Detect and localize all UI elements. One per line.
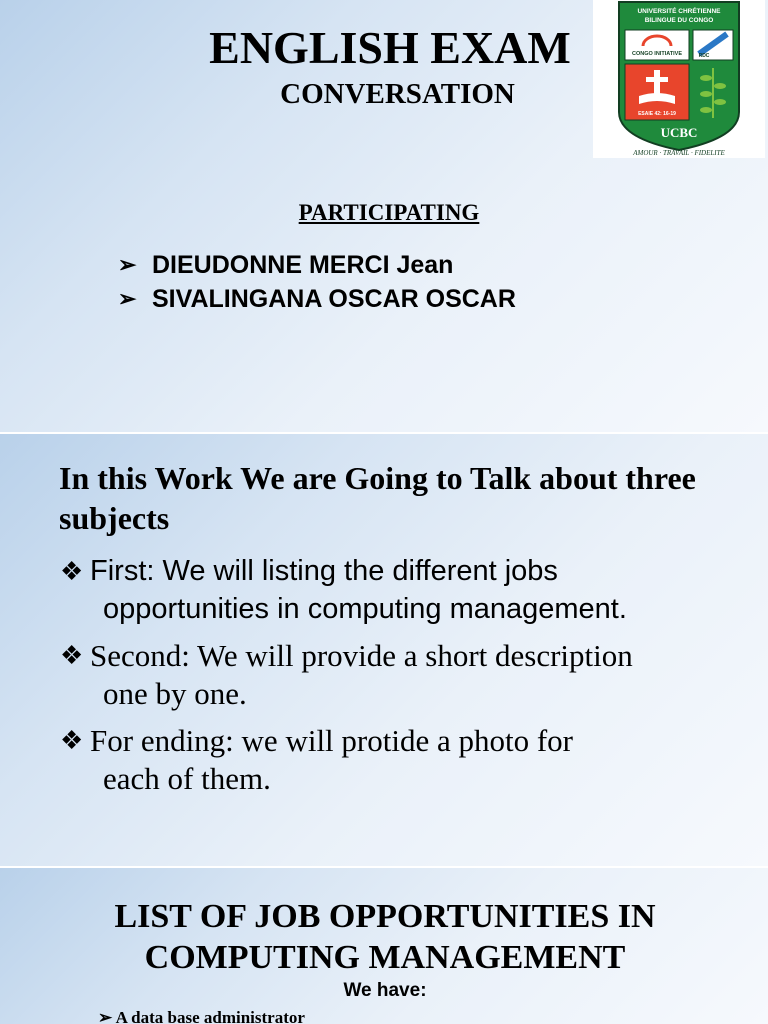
logo-panel-right: RDC (698, 53, 710, 59)
arrow-bullet-icon: ➢ (98, 1008, 113, 1024)
exam-subtitle: CONVERSATION (280, 78, 515, 110)
subject-item (60, 552, 750, 628)
subject-lead: First: We will listing the different jobs (90, 555, 558, 587)
job-list-title: LIST OF JOB OPPORTUNITIES IN COMPUTING MANAGEMENT (114, 898, 656, 976)
subject-item (60, 722, 750, 798)
ucbc-logo (593, 0, 765, 158)
subject-lead: Second: We will provide a short description (90, 638, 633, 673)
diamond-bullet-icon: ❖ (60, 641, 84, 670)
arrow-bullet-icon: ➢ (118, 286, 137, 311)
diamond-bullet-icon: ❖ (60, 726, 84, 755)
job-item (98, 1008, 305, 1024)
participating-heading: PARTICIPATING (298, 200, 480, 225)
subject-rest: one by one. (103, 676, 247, 711)
overview-heading: In this Work We are Going to Talk about three subjects (59, 460, 696, 536)
arrow-bullet-icon: ➢ (118, 252, 137, 277)
job-list-subtitle: We have: (343, 980, 427, 1001)
participant-item (118, 248, 516, 282)
participant-name: SIVALINGANA OSCAR OSCAR (152, 284, 516, 313)
subject-list (60, 552, 750, 807)
participant-list (118, 248, 516, 316)
slide-overview (0, 434, 768, 866)
ucbc-crest-icon (593, 0, 765, 158)
subject-lead: For ending: we will protide a photo for (90, 723, 573, 758)
logo-top-line2: BILINGUE DU CONGO (644, 17, 714, 24)
slide-job-list (0, 868, 768, 1024)
subject-rest: each of them. (103, 761, 271, 796)
subject-item (60, 637, 750, 713)
logo-top-line1: UNIVERSITÉ CHRÉTIENNE (637, 8, 721, 15)
participant-item (118, 282, 516, 316)
subject-rest: opportunities in computing management. (103, 593, 627, 625)
logo-verse: ESAIE 42: 16-19 (638, 111, 676, 117)
slide-title (0, 0, 768, 432)
logo-name: UCBC (660, 125, 698, 140)
logo-motto: AMOUR · TRAVAIL · FIDELITE (633, 149, 725, 157)
diamond-bullet-icon: ❖ (60, 556, 84, 586)
exam-title: ENGLISH EXAM (209, 22, 571, 73)
job-item-label: A data base administrator (115, 1008, 305, 1024)
participant-name: DIEUDONNE MERCI Jean (152, 250, 454, 279)
logo-panel-left: CONGO INITIATIVE (631, 51, 683, 57)
